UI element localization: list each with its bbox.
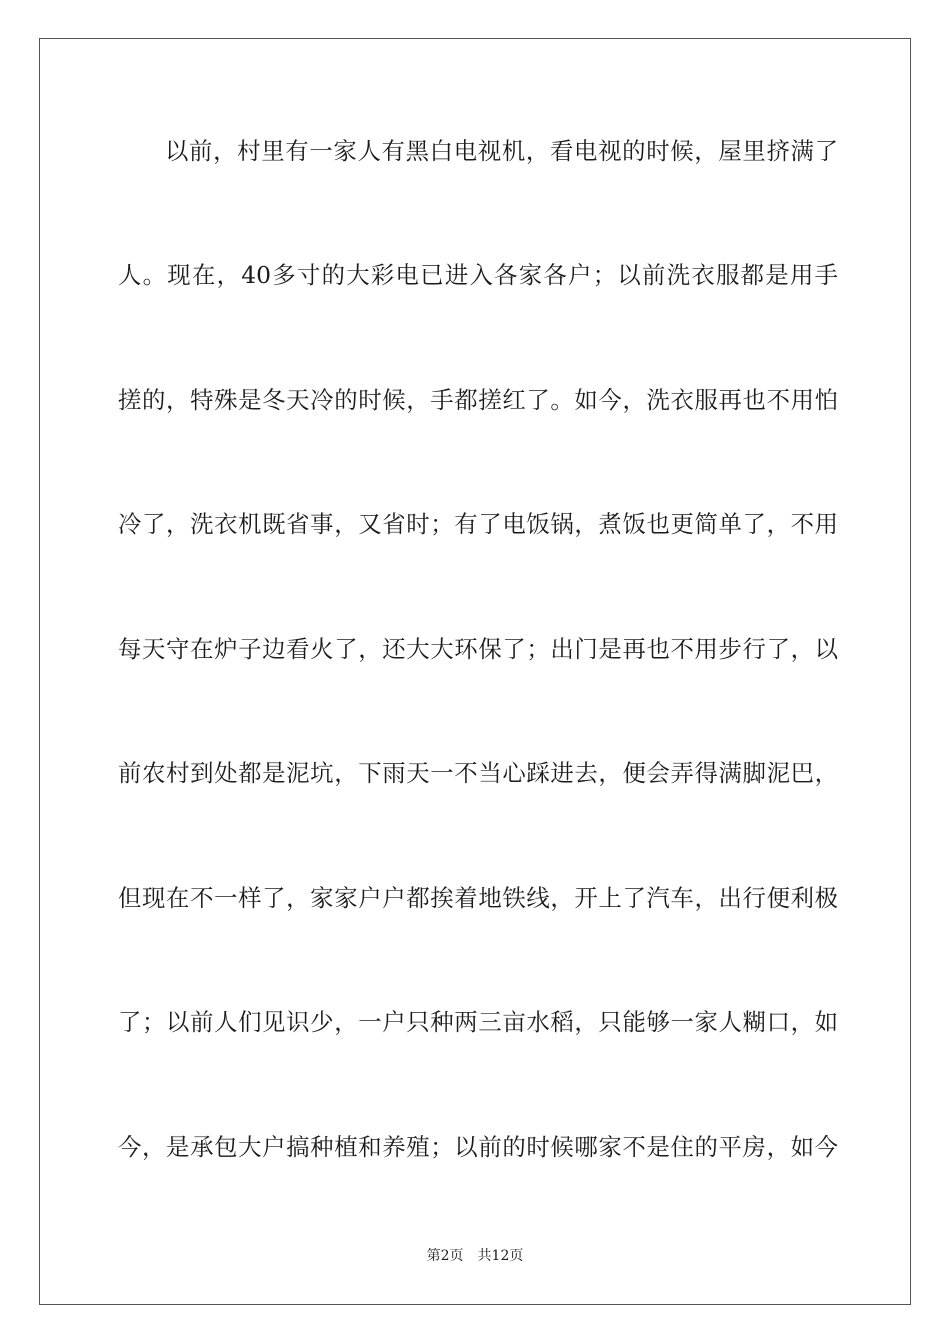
page-footer [0, 1246, 950, 1266]
paragraph-line-8: 了；以前人们见识少，一户只种两三亩水稻，只能够一家人糊口，如 [118, 1008, 838, 1036]
paragraph-line-9: 今，是承包大户搞种植和养殖；以前的时候哪家不是住的平房，如今 [118, 1133, 838, 1161]
page-total: 共12页 [477, 1248, 524, 1264]
page-frame [39, 38, 911, 1305]
page-number: 第2页 [426, 1248, 464, 1264]
paragraph-line-7: 但现在不一样了，家家户户都挨着地铁线，开上了汽车，出行便利极 [118, 884, 838, 912]
paragraph-line-5: 每天守在炉子边看火了，还大大环保了；出门是再也不用步行了，以 [118, 635, 838, 663]
paragraph-line-6: 前农村到处都是泥坑，下雨天一不当心踩进去，便会弄得满脚泥巴， [118, 759, 838, 787]
paragraph-line-1: 以前，村里有一家人有黑白电视机，看电视的时候，屋里挤满了 [165, 137, 838, 165]
paragraph-line-3: 搓的，特殊是冬天冷的时候，手都搓红了。如今，洗衣服再也不用怕 [118, 386, 838, 414]
paragraph-line-2: 人。现在，40多寸的大彩电已进入各家各户；以前洗衣服都是用手 [118, 261, 838, 289]
paragraph-line-4: 冷了，洗衣机既省事，又省时；有了电饭锅，煮饭也更简单了，不用 [118, 510, 838, 538]
